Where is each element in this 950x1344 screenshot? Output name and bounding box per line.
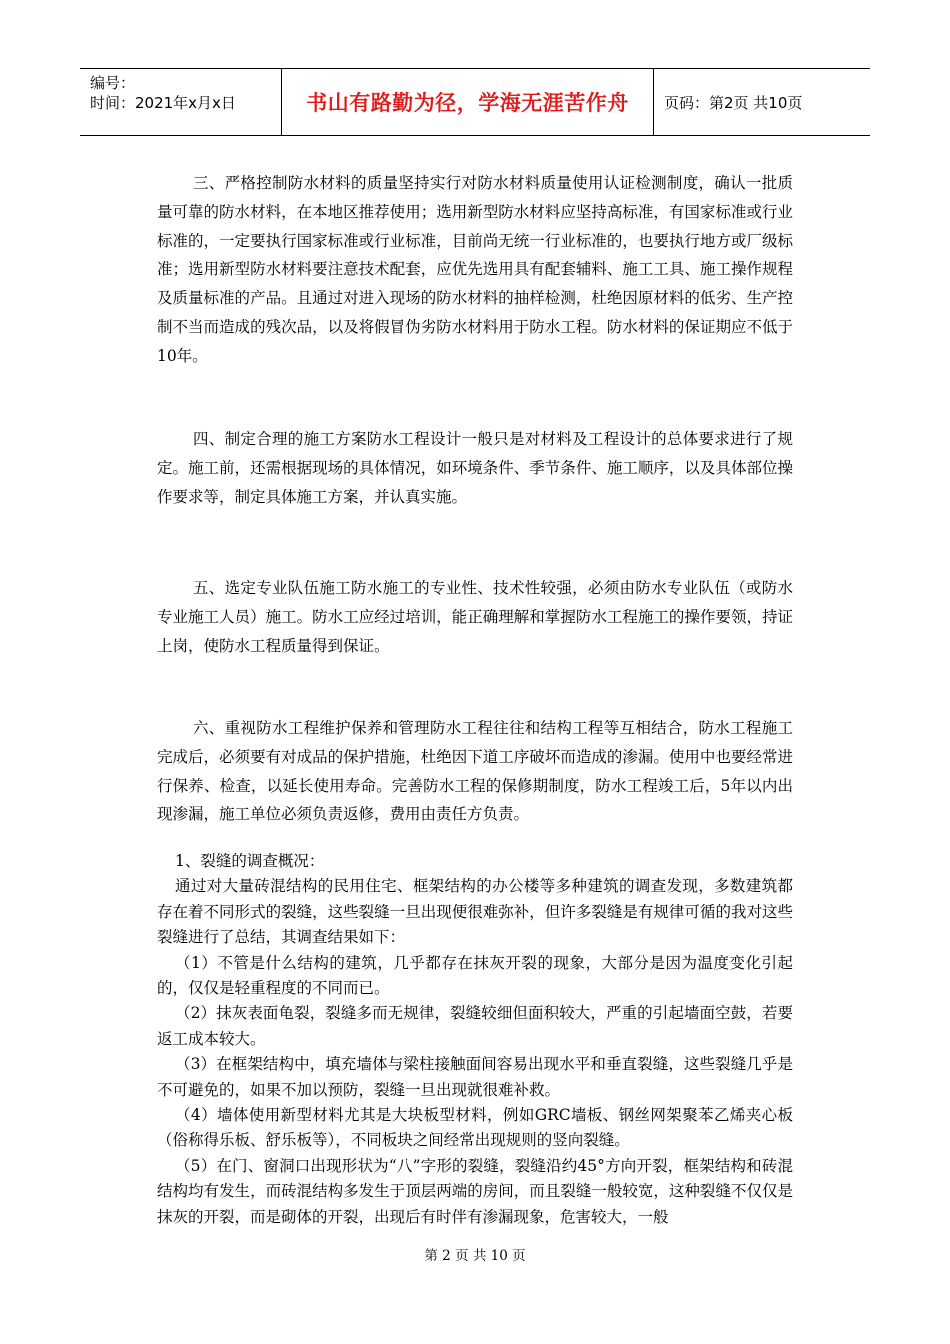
- crack-survey-item: （4）墙体使用新型材料尤其是大块板型材料，例如GRC墙板、钢丝网架聚苯乙烯夹心板（俗称得乐板、舒乐板等），不同板块之间经常出现规则的竖向裂缝。: [157, 1106, 793, 1150]
- header-motto-cell: [281, 69, 654, 135]
- header-motto: 书山有路勤为径，学海无涯苦作舟: [306, 91, 629, 115]
- document-header: [80, 68, 870, 136]
- section-six-text: 六、重视防水工程维护保养和管理防水工程往往和结构工程等互相结合，防水工程施工完成后，必须要有对成品的保护措施，杜绝因下道工序破坏而造成的渗漏。使用中也要经常进行保养、检查，以延长使用寿命。完善防水工程的保修期制度，防水工程竣工后，5年以内出现渗漏，施工单位必须负责返修，费用由责任方负责。: [157, 719, 793, 824]
- crack-survey-item: （1）不管是什么结构的建筑，几乎都存在抹灰开裂的现象，大部分是因为温度变化引起的，仅仅是轻重程度的不同而已。: [157, 953, 793, 998]
- crack-survey-intro: 通过对大量砖混结构的民用住宅、框架结构的办公楼等多种建筑的调查发现，多数建筑都存在着不同形式的裂缝，这些裂缝一旦出现便很难弥补，但许多裂缝是有规律可循的我对这些裂缝进行了总结，其调查结果如下：: [157, 877, 793, 947]
- document-time: 时间：2021年x月x日: [90, 94, 236, 112]
- page-footer: 第 2 页 共 10 页: [424, 1248, 526, 1264]
- section-six: [157, 714, 793, 829]
- section-five: [157, 574, 793, 660]
- section-three: [157, 169, 793, 371]
- section-five-text: 五、选定专业队伍施工防水施工的专业性、技术性较强，必须由防水专业队伍（或防水专业施工人员）施工。防水工应经过培训，能正确理解和掌握防水工程施工的操作要领，持证上岗，使防水工程质量得到保证。: [157, 579, 793, 655]
- crack-survey-heading: 1、裂缝的调查概况：: [175, 852, 325, 870]
- header-page-info: 页码：第2页 共10页: [664, 93, 803, 112]
- header-meta: [80, 69, 281, 135]
- crack-survey-item: （3）在框架结构中，填充墙体与梁柱接触面间容易出现水平和垂直裂缝，这些裂缝几乎是不可避免的，如果不加以预防，裂缝一旦出现就很难补救。: [157, 1055, 793, 1099]
- section-four: [157, 425, 793, 511]
- crack-survey-item: （2）抹灰表面龟裂，裂缝多而无规律，裂缝较细但面积较大，严重的引起墙面空鼓，若要返工成本较大。: [157, 1004, 793, 1048]
- section-three-text: 三、严格控制防水材料的质量坚持实行对防水材料质量使用认证检测制度，确认一批质量可靠的防水材料，在本地区推荐使用；选用新型防水材料应坚持高标准，有国家标准或行业标准的，一定要执行国家标准或行业标准，目前尚无统一行业标准的，也要执行地方或厂级标准；选用新型防水材料要注意技术配套，应优先选用具有配套辅料、施工工具、施工操作规程及质量标准的产品。且通过对进入现场的防水材料的抽样检测，杜绝因原材料的低劣、生产控制不当而造成的残次品，以及将假冒伪劣防水材料用于防水工程。防水材料的保证期应不低于10年。: [157, 174, 793, 365]
- section-four-text: 四、制定合理的施工方案防水工程设计一般只是对材料及工程设计的总体要求进行了规定。施工前，还需根据现场的具体情况，如环境条件、季节条件、施工顺序，以及具体部位操作要求等，制定具体施工方案，并认真实施。: [157, 430, 793, 506]
- crack-survey: [157, 849, 793, 1230]
- document-number: 编号：: [90, 74, 136, 92]
- crack-survey-item: （5）在门、窗洞口出现形状为“八”字形的裂缝，裂缝沿约45°方向开裂，框架结构和砖混结构均有发生，而砖混结构多发生于顶层两端的房间，而且裂缝一般较宽，这种裂缝不仅仅是抹灰的开裂，而是砌体的开裂，出现后有时伴有渗漏现象，危害较大，一般: [157, 1156, 793, 1226]
